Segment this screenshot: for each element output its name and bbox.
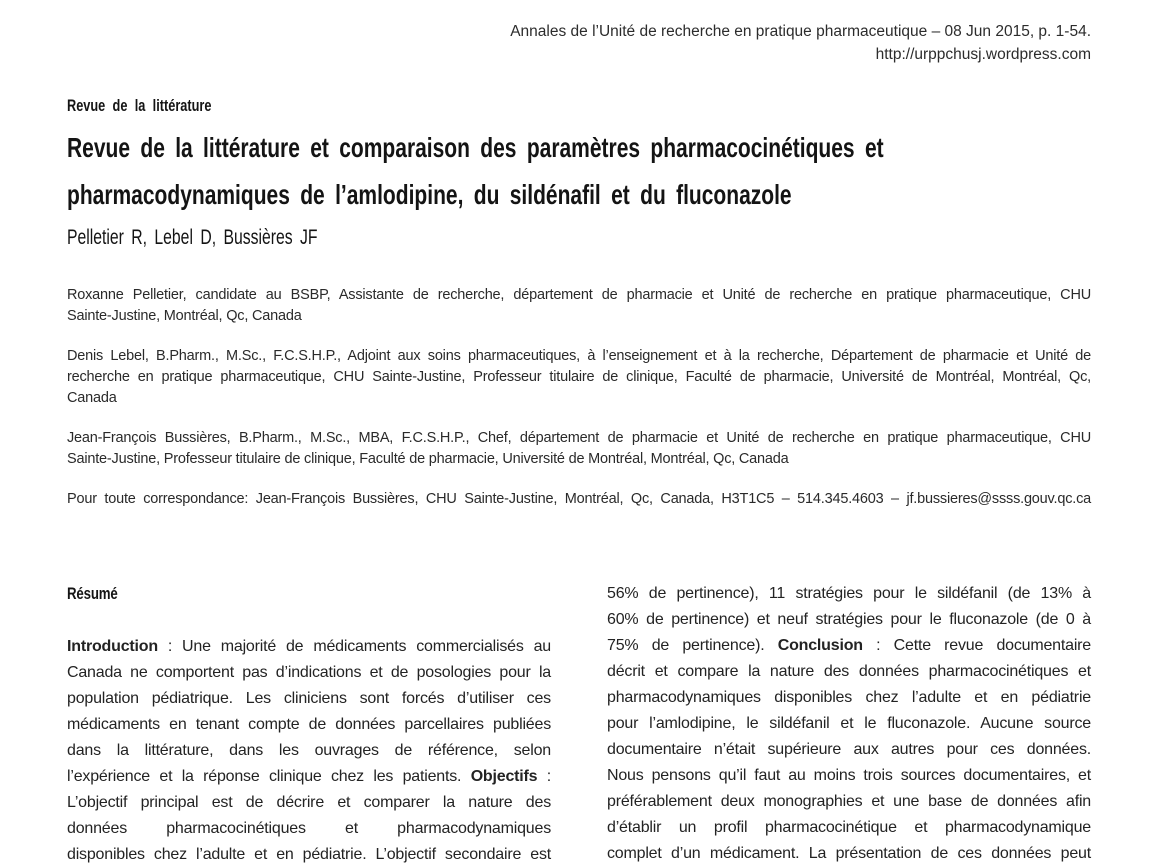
article-authors-text: Pelletier R, Lebel D, Bussières JF	[67, 226, 318, 249]
text-line: 60% de pertinence) et neuf stratégies pour le fluconazole (de 0 à	[607, 611, 1091, 628]
resume-left-column	[67, 581, 551, 868]
article-authors	[67, 226, 401, 250]
affiliation-paragraph-1	[67, 285, 1091, 327]
resume-right-text	[607, 581, 1091, 867]
text-line: pharmacodynamiques disponibles chez l’adulte et en pédiatrie	[607, 689, 1091, 706]
text-line: disponibles chez l’adulte et en pédiatrie. L’objectif secondaire est	[67, 846, 551, 863]
text-line: préférablement deux monographies et une base de données afin	[607, 793, 1091, 810]
affiliation-paragraph-3	[67, 428, 1091, 470]
text-line: données pharmacocinétiques et pharmacodynamiques	[67, 820, 551, 837]
text-line: recherche en pratique pharmaceutique, CHU Sainte-Justine, Professeur titulaire de clinique, Faculté de pharmacie, Université de Montréal, Montréal, Qc,	[67, 369, 1091, 385]
text-line: l’expérience et la réponse clinique chez les patients. Objectifs :	[67, 768, 551, 785]
text-line: Nous pensons qu’il faut au moins trois sources documentaires, et	[607, 767, 1091, 784]
article-title-line-1: Revue de la littérature et comparaison des paramètres pharmacocinétiques et	[67, 132, 884, 163]
text-line: Jean-François Bussières, B.Pharm., M.Sc., MBA, F.C.S.H.P., Chef, département de pharmacie et Unité de recherche en pratique pharmaceutique, CHU	[67, 430, 1091, 446]
text-line: Canada ne comportent pas d’indications et de posologies pour la	[67, 664, 551, 681]
text-line: Denis Lebel, B.Pharm., M.Sc., F.C.S.H.P., Adjoint aux soins pharmaceutiques, à l’enseignement et à la recherche, Département de pharmacie et Unité de	[67, 348, 1091, 364]
journal-header	[67, 20, 1091, 66]
text-line: Pour toute correspondance: Jean-François Bussières, CHU Sainte-Justine, Montréal, Qc, Canada, H3T1C5 – 514.345.4603 – jf.bussieres@ssss.gouv.qc.ca	[67, 491, 1091, 507]
text-line: Sainte-Justine, Montréal, Qc, Canada	[67, 308, 302, 324]
text-line: dans la littérature, dans les ouvrages de référence, selon	[67, 742, 551, 759]
text-line: complet d’un médicament. La présentation de ces données peut	[607, 845, 1091, 862]
text-line: population pédiatrique. Les cliniciens sont forcés d’utiliser ces	[67, 690, 551, 707]
affiliations-block	[67, 285, 1091, 529]
text-line: décrit et compare la nature des données pharmacocinétiques et	[607, 663, 1091, 680]
text-line: Roxanne Pelletier, candidate au BSBP, Assistante de recherche, département de pharmacie et Unité de recherche en pratique pharmaceutique, CHU	[67, 287, 1091, 303]
article-title	[67, 124, 1160, 218]
journal-citation-line: Annales de l’Unité de recherche en pratique pharmaceutique – 08 Jun 2015, p. 1-54.	[510, 23, 1091, 40]
text-line: Canada	[67, 390, 117, 406]
article-kicker-text: Revue de la littérature	[67, 96, 212, 115]
affiliation-paragraph-2	[67, 346, 1091, 409]
journal-url: http://urppchusj.wordpress.com	[875, 46, 1091, 63]
article-kicker	[67, 96, 260, 116]
resume-right-column	[607, 581, 1091, 867]
text-line: Sainte-Justine, Professeur titulaire de clinique, Faculté de pharmacie, Université de Montréal, Montréal, Qc, Canada	[67, 451, 789, 467]
article-title-line-2: pharmacodynamiques de l’amlodipine, du sildénafil et du fluconazole	[67, 179, 792, 210]
text-line: 75% de pertinence). Conclusion : Cette revue documentaire	[607, 637, 1091, 654]
text-line: Introduction : Une majorité de médicaments commercialisés au	[67, 638, 551, 655]
text-line: d’établir un profil pharmacocinétique et pharmacodynamique	[607, 819, 1091, 836]
resume-left-text	[67, 634, 551, 868]
resume-heading	[67, 581, 551, 607]
text-line: L’objectif principal est de décrire et comparer la nature des	[67, 794, 551, 811]
resume-heading-text: Résumé	[67, 584, 118, 603]
text-line: documentaire n’était supérieure aux autres pour ces données.	[607, 741, 1091, 758]
text-line: 56% de pertinence), 11 stratégies pour le sildéfanil (de 13% à	[607, 585, 1091, 602]
text-line: pour l’amlodipine, le sildéfanil et le fluconazole. Aucune source	[607, 715, 1091, 732]
correspondence-line	[67, 489, 1091, 510]
text-line: médicaments en tenant compte de données parcellaires publiées	[67, 716, 551, 733]
